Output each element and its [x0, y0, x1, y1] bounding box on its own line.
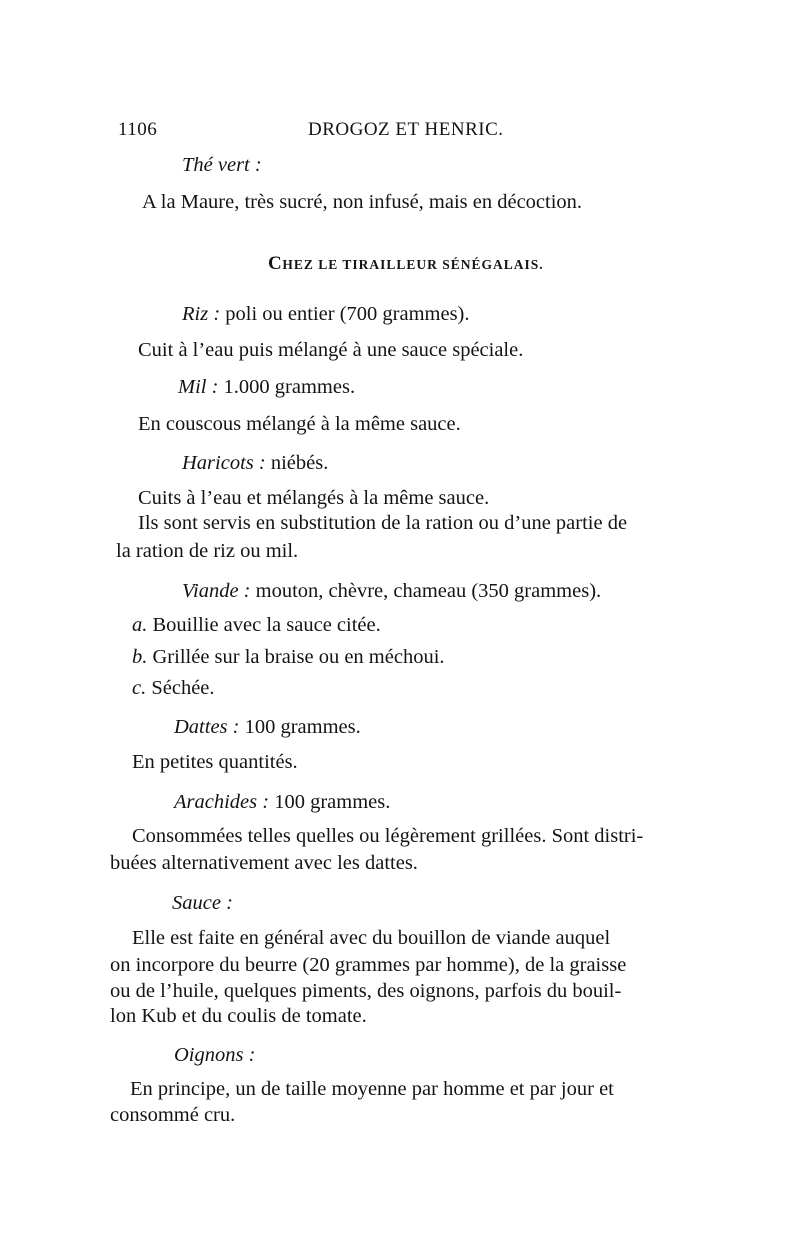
item-label: Haricots :: [182, 452, 266, 474]
item-label: Thé vert :: [182, 154, 262, 176]
list-item-c: [132, 678, 215, 699]
item-text: 100 grammes.: [239, 716, 361, 738]
item-viande: [182, 581, 601, 602]
paragraph-line: En principe, un de taille moyenne par homme et par jour et: [130, 1078, 614, 1100]
item-haricots: [182, 453, 328, 474]
section-title-initial: C: [268, 253, 283, 274]
list-marker: c.: [132, 677, 147, 699]
section-title: [268, 254, 544, 273]
item-mil: [178, 377, 355, 398]
paragraph-line: Ils sont servis en substitution de la ration ou d’une partie de: [138, 512, 628, 534]
list-item-b: [132, 647, 445, 668]
item-arachides: [174, 792, 390, 813]
item-label-the-vert: [182, 155, 262, 176]
list-marker: a.: [132, 614, 148, 636]
paragraph-line: Consommées telles quelles ou légèrement grillées. Sont distri-: [132, 825, 644, 847]
list-marker: b.: [132, 646, 148, 668]
item-text: 1.000 grammes.: [218, 376, 356, 398]
running-title: DROGOZ ET HENRIC.: [308, 119, 504, 140]
item-text: mouton, chèvre, chameau (350 grammes).: [250, 580, 602, 602]
section-title-rest: HEZ LE TIRAILLEUR SÉNÉGALAIS.: [282, 257, 544, 272]
paragraph-line: En petites quantités.: [132, 751, 298, 773]
item-text: 100 grammes.: [269, 791, 391, 813]
paragraph-line: ou de l’huile, quelques piments, des oignons, parfois du bouil-: [110, 980, 622, 1002]
paragraph-line: A la Maure, très sucré, non infusé, mais en décoction.: [142, 191, 583, 213]
paragraph-line: lon Kub et du coulis de tomate.: [110, 1005, 367, 1027]
item-oignons: [174, 1045, 255, 1066]
list-text: Bouillie avec la sauce citée.: [147, 614, 381, 636]
list-text: Séchée.: [146, 677, 215, 699]
item-text: poli ou entier (700 grammes).: [220, 303, 470, 325]
list-item-a: [132, 615, 381, 636]
item-label: Mil :: [178, 376, 219, 398]
paragraph-line: on incorpore du beurre (20 grammes par homme), de la graisse: [110, 954, 627, 976]
item-riz: [182, 304, 470, 325]
paragraph-line: Elle est faite en général avec du bouillon de viande auquel: [132, 927, 611, 949]
list-text: Grillée sur la braise ou en méchoui.: [147, 646, 445, 668]
item-label: Sauce :: [172, 892, 233, 914]
item-sauce: [172, 893, 233, 914]
paragraph-line: consommé cru.: [110, 1104, 236, 1126]
paragraph-line: En couscous mélangé à la même sauce.: [138, 413, 461, 435]
paragraph-line: la ration de riz ou mil.: [116, 540, 299, 562]
item-label: Arachides :: [174, 791, 270, 813]
paragraph-line: buées alternativement avec les dattes.: [110, 852, 418, 874]
paragraph-line: Cuits à l’eau et mélangés à la même sauce.: [138, 487, 490, 509]
item-label: Dattes :: [174, 716, 240, 738]
paragraph-line: Cuit à l’eau puis mélangé à une sauce spéciale.: [138, 339, 524, 361]
item-dattes: [174, 717, 361, 738]
item-text: niébés.: [265, 452, 329, 474]
item-label: Oignons :: [174, 1044, 256, 1066]
item-label: Viande :: [182, 580, 251, 602]
page-number: 1106: [118, 119, 158, 140]
item-label: Riz :: [182, 303, 221, 325]
